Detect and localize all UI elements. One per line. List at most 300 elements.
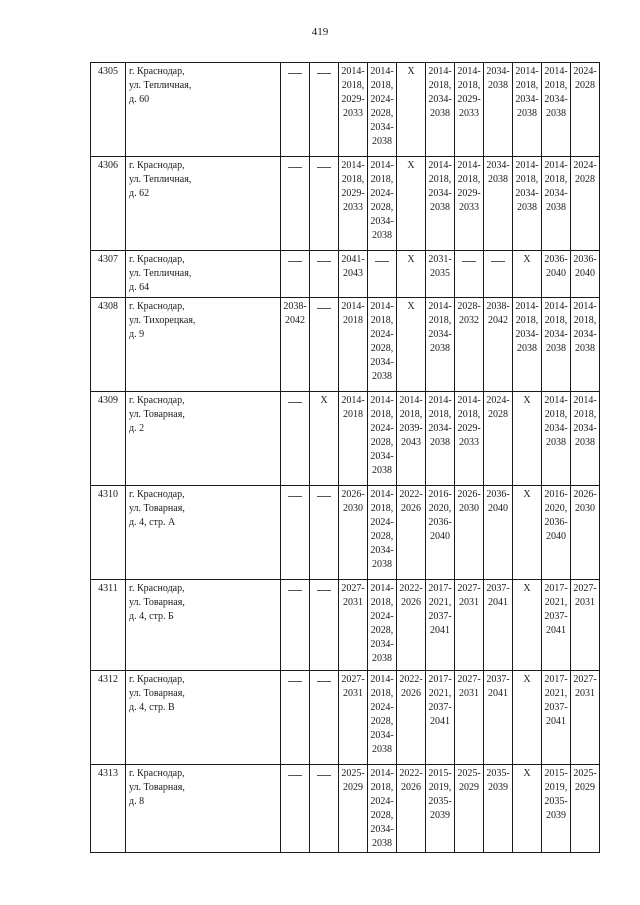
period-cell [484, 63, 513, 157]
row-number: 4313 [91, 765, 126, 853]
period-line: 2037- [486, 674, 510, 685]
not-applicable-cell [310, 765, 339, 853]
period-line: 2038 [546, 343, 566, 354]
period-line: 2024- [370, 702, 394, 713]
address-line: ул. Тихорецкая, [129, 315, 196, 326]
period-line: 2035 [430, 268, 450, 279]
dash-mark [288, 590, 302, 591]
period-cell [513, 157, 542, 251]
period-cell [484, 580, 513, 671]
period-line: 2041 [546, 625, 566, 636]
period-cell [571, 671, 600, 765]
period-line: 2038 [575, 343, 595, 354]
period-line: 2039 [430, 810, 450, 821]
period-line: 2034- [370, 545, 394, 556]
period-line: 2038 [430, 343, 450, 354]
period-line: 2036- [544, 517, 568, 528]
not-applicable-cell [281, 251, 310, 298]
period-line: 2038 [430, 437, 450, 448]
period-line: 2018, [544, 174, 568, 185]
period-cell [339, 392, 368, 486]
period-line: 2014- [457, 395, 481, 406]
period-line: 2014- [341, 395, 365, 406]
address-line: д. 4, стр. В [129, 702, 175, 713]
period-line: 2028 [488, 409, 508, 420]
address-line: ул. Товарная, [129, 688, 185, 699]
period-line: 2038 [372, 559, 392, 570]
period-line: 2033 [459, 108, 479, 119]
address-line: ул. Товарная, [129, 782, 185, 793]
period-line: 2026 [401, 597, 421, 608]
period-cell [368, 298, 397, 392]
not-applicable-cell [310, 251, 339, 298]
not-applicable-cell [310, 298, 339, 392]
period-line: 2034- [428, 94, 452, 105]
period-line: 2039 [546, 810, 566, 821]
period-line: 2014- [370, 583, 394, 594]
period-cell [397, 671, 426, 765]
period-cell [426, 63, 455, 157]
period-line: 2043 [343, 268, 363, 279]
period-line: 2025- [341, 768, 365, 779]
period-line: 2014- [428, 395, 452, 406]
period-line: 2014- [544, 301, 568, 312]
period-line: 2029- [341, 188, 365, 199]
period-line: 2018, [457, 174, 481, 185]
not-applicable-cell [281, 580, 310, 671]
period-line: 2041 [488, 597, 508, 608]
period-line: 2034- [370, 451, 394, 462]
period-line: 2038 [546, 108, 566, 119]
period-line: 2014- [457, 160, 481, 171]
period-line: 2031 [343, 597, 363, 608]
dash-mark [288, 167, 302, 168]
table-row [91, 580, 600, 671]
period-line: 2014- [544, 160, 568, 171]
period-line: 2031 [343, 688, 363, 699]
period-line: 2039 [488, 782, 508, 793]
period-cell [426, 486, 455, 580]
period-line: 2017- [428, 674, 452, 685]
period-line: 2037- [486, 583, 510, 594]
period-line: 2018, [573, 315, 597, 326]
period-line: 2018, [428, 409, 452, 420]
period-line: 2014- [341, 160, 365, 171]
period-line: 2036- [486, 489, 510, 500]
period-line: 2014- [399, 395, 423, 406]
period-cell [368, 765, 397, 853]
excluded-cell: X [397, 298, 426, 392]
period-cell [571, 63, 600, 157]
period-cell [368, 580, 397, 671]
period-line: 2038 [372, 838, 392, 849]
period-line: 2031 [459, 688, 479, 699]
period-line: 2031 [575, 688, 595, 699]
period-line: 2018, [428, 174, 452, 185]
period-cell [426, 157, 455, 251]
dash-mark [317, 73, 331, 74]
period-cell [484, 157, 513, 251]
address-line: д. 9 [129, 329, 145, 340]
period-cell [542, 63, 571, 157]
period-line: 2027- [457, 583, 481, 594]
address-cell [126, 580, 281, 671]
period-line: 2040 [546, 531, 566, 542]
period-cell [455, 298, 484, 392]
period-cell [542, 157, 571, 251]
address-line: ул. Тепличная, [129, 80, 192, 91]
period-cell [484, 765, 513, 853]
period-line: 2018, [515, 315, 539, 326]
period-line: 2028- [457, 301, 481, 312]
not-applicable-cell [281, 392, 310, 486]
period-line: 2030 [459, 503, 479, 514]
period-line: 2022- [399, 489, 423, 500]
period-cell [426, 765, 455, 853]
period-line: 2015- [544, 768, 568, 779]
period-line: 2037- [544, 702, 568, 713]
table-row [91, 392, 600, 486]
period-line: 2028 [575, 80, 595, 91]
period-line: 2028, [370, 343, 394, 354]
period-line: 2033 [459, 202, 479, 213]
period-line: 2032 [459, 315, 479, 326]
period-cell [426, 580, 455, 671]
period-line: 2033 [343, 202, 363, 213]
period-line: 2038 [372, 136, 392, 147]
period-line: 2018, [544, 80, 568, 91]
period-line: 2028 [575, 174, 595, 185]
address-line: д. 4, стр. А [129, 517, 176, 528]
period-line: 2021, [544, 597, 568, 608]
not-applicable-cell [310, 157, 339, 251]
period-line: 2034- [370, 357, 394, 368]
period-line: 2021, [544, 688, 568, 699]
address-line: г. Краснодар, [129, 395, 185, 406]
row-number: 4307 [91, 251, 126, 298]
address-line: г. Краснодар, [129, 66, 185, 77]
period-cell [571, 298, 600, 392]
period-line: 2030 [575, 503, 595, 514]
address-line: ул. Тепличная, [129, 174, 192, 185]
period-line: 2024- [370, 517, 394, 528]
period-cell [571, 486, 600, 580]
period-line: 2038 [372, 371, 392, 382]
period-cell [484, 392, 513, 486]
period-line: 2017- [544, 674, 568, 685]
period-line: 2027- [341, 583, 365, 594]
period-line: 2018, [515, 174, 539, 185]
dash-mark [288, 496, 302, 497]
period-line: 2038 [372, 230, 392, 241]
period-line: 2034- [544, 329, 568, 340]
period-line: 2038 [372, 744, 392, 755]
period-line: 2026 [401, 782, 421, 793]
period-line: 2014- [544, 395, 568, 406]
period-cell [484, 298, 513, 392]
period-line: 2024- [370, 423, 394, 434]
period-line: 2028, [370, 716, 394, 727]
dash-mark [462, 261, 476, 262]
period-cell [339, 486, 368, 580]
period-line: 2042 [488, 315, 508, 326]
period-line: 2041 [488, 688, 508, 699]
not-applicable-cell [484, 251, 513, 298]
table-row [91, 765, 600, 853]
dash-mark [288, 73, 302, 74]
period-cell [426, 392, 455, 486]
dash-mark [317, 167, 331, 168]
dash-mark [288, 775, 302, 776]
period-line: 2036- [428, 517, 452, 528]
address-line: д. 60 [129, 94, 150, 105]
period-cell [542, 671, 571, 765]
address-line: г. Краснодар, [129, 301, 185, 312]
address-line: ул. Тепличная, [129, 268, 192, 279]
period-cell [542, 580, 571, 671]
not-applicable-cell [281, 671, 310, 765]
period-line: 2016- [428, 489, 452, 500]
period-line: 2034- [370, 216, 394, 227]
table-row [91, 486, 600, 580]
period-line: 2034- [573, 329, 597, 340]
period-line: 2028, [370, 437, 394, 448]
period-line: 2038 [546, 202, 566, 213]
period-line: 2014- [341, 301, 365, 312]
address-cell [126, 671, 281, 765]
period-line: 2038 [372, 653, 392, 664]
period-line: 2041- [341, 254, 365, 265]
period-line: 2018, [370, 597, 394, 608]
period-line: 2015- [428, 768, 452, 779]
period-line: 2024- [573, 160, 597, 171]
period-cell [339, 157, 368, 251]
period-line: 2014- [370, 301, 394, 312]
period-cell [571, 765, 600, 853]
period-line: 2043 [401, 437, 421, 448]
period-line: 2038- [283, 301, 307, 312]
period-line: 2014- [370, 66, 394, 77]
period-line: 2018, [370, 174, 394, 185]
period-line: 2018, [399, 409, 423, 420]
excluded-cell: X [513, 671, 542, 765]
period-cell [339, 580, 368, 671]
period-line: 2034- [428, 329, 452, 340]
period-cell [513, 298, 542, 392]
period-cell [513, 63, 542, 157]
period-line: 2024- [573, 66, 597, 77]
period-line: 2018, [341, 174, 365, 185]
excluded-cell: X [397, 157, 426, 251]
excluded-cell: X [513, 392, 542, 486]
period-line: 2014- [515, 66, 539, 77]
period-line: 2017- [428, 583, 452, 594]
period-line: 2014- [370, 395, 394, 406]
period-line: 2033 [343, 108, 363, 119]
period-line: 2024- [370, 94, 394, 105]
period-cell [426, 251, 455, 298]
period-cell [426, 298, 455, 392]
period-cell [542, 251, 571, 298]
dash-mark [317, 308, 331, 309]
not-applicable-cell [310, 580, 339, 671]
period-line: 2040 [575, 268, 595, 279]
period-cell [368, 486, 397, 580]
period-line: 2020, [428, 503, 452, 514]
period-cell [368, 671, 397, 765]
period-cell [397, 765, 426, 853]
address-line: д. 8 [129, 796, 145, 807]
period-cell [368, 392, 397, 486]
period-line: 2027- [573, 583, 597, 594]
period-line: 2038 [430, 108, 450, 119]
period-line: 2018, [515, 80, 539, 91]
period-line: 2028, [370, 625, 394, 636]
excluded-cell: X [513, 580, 542, 671]
period-cell [368, 157, 397, 251]
dash-mark [317, 261, 331, 262]
dash-mark [317, 496, 331, 497]
period-line: 2019, [428, 782, 452, 793]
period-line: 2018, [544, 315, 568, 326]
period-line: 2018, [370, 80, 394, 91]
excluded-cell: X [513, 251, 542, 298]
not-applicable-cell [281, 486, 310, 580]
period-line: 2041 [546, 716, 566, 727]
period-cell [571, 157, 600, 251]
dash-mark [317, 775, 331, 776]
period-line: 2018, [544, 409, 568, 420]
period-cell [455, 765, 484, 853]
period-line: 2027- [457, 674, 481, 685]
period-line: 2038 [430, 202, 450, 213]
row-number: 4305 [91, 63, 126, 157]
period-line: 2029- [457, 423, 481, 434]
period-line: 2014- [573, 301, 597, 312]
row-number: 4311 [91, 580, 126, 671]
period-line: 2040 [488, 503, 508, 514]
period-cell [426, 671, 455, 765]
period-line: 2018, [457, 409, 481, 420]
page-number: 419 [311, 26, 329, 38]
period-line: 2014- [370, 160, 394, 171]
period-line: 2029- [341, 94, 365, 105]
period-line: 2024- [486, 395, 510, 406]
period-line: 2018 [343, 409, 363, 420]
period-line: 2018, [370, 503, 394, 514]
period-line: 2040 [430, 531, 450, 542]
period-cell [542, 298, 571, 392]
excluded-cell: X [513, 765, 542, 853]
excluded-cell: X [513, 486, 542, 580]
address-cell [126, 392, 281, 486]
period-cell [571, 251, 600, 298]
period-cell [339, 298, 368, 392]
period-line: 2034- [486, 160, 510, 171]
period-line: 2034- [515, 94, 539, 105]
period-line: 2038 [517, 202, 537, 213]
period-cell [542, 392, 571, 486]
address-line: ул. Товарная, [129, 503, 185, 514]
not-applicable-cell [368, 251, 397, 298]
period-line: 2034- [428, 188, 452, 199]
period-line: 2038 [546, 437, 566, 448]
period-line: 2018, [428, 315, 452, 326]
row-number: 4308 [91, 298, 126, 392]
period-cell [339, 765, 368, 853]
period-cell [339, 251, 368, 298]
period-cell [484, 486, 513, 580]
period-line: 2014- [341, 66, 365, 77]
period-line: 2014- [544, 66, 568, 77]
address-line: г. Краснодар, [129, 489, 185, 500]
period-line: 2029 [575, 782, 595, 793]
period-cell [397, 580, 426, 671]
row-number: 4312 [91, 671, 126, 765]
period-cell [455, 580, 484, 671]
dash-mark [288, 402, 302, 403]
period-cell [571, 392, 600, 486]
excluded-cell: X [397, 251, 426, 298]
period-line: 2035- [428, 796, 452, 807]
period-cell [455, 486, 484, 580]
period-line: 2018, [428, 80, 452, 91]
period-line: 2014- [428, 66, 452, 77]
repair-schedule-table [90, 62, 600, 853]
address-line: г. Краснодар, [129, 674, 185, 685]
address-cell [126, 298, 281, 392]
period-line: 2039- [399, 423, 423, 434]
excluded-cell: X [397, 63, 426, 157]
period-line: 2018, [370, 315, 394, 326]
period-line: 2034- [573, 423, 597, 434]
period-line: 2034- [515, 329, 539, 340]
period-cell [542, 765, 571, 853]
period-line: 2035- [486, 768, 510, 779]
period-line: 2036- [573, 254, 597, 265]
period-line: 2026 [401, 688, 421, 699]
period-line: 2014- [457, 66, 481, 77]
period-cell [484, 671, 513, 765]
address-line: г. Краснодар, [129, 160, 185, 171]
period-line: 2028, [370, 202, 394, 213]
period-line: 2026- [457, 489, 481, 500]
period-line: 2014- [573, 395, 597, 406]
period-line: 2026- [341, 489, 365, 500]
period-line: 2014- [428, 301, 452, 312]
period-line: 2017- [544, 583, 568, 594]
not-applicable-cell [455, 251, 484, 298]
period-line: 2030 [343, 503, 363, 514]
period-line: 2014- [515, 160, 539, 171]
period-line: 2041 [430, 716, 450, 727]
period-line: 2022- [399, 768, 423, 779]
address-line: г. Краснодар, [129, 254, 185, 265]
address-cell [126, 157, 281, 251]
period-line: 2033 [459, 437, 479, 448]
period-line: 2038 [517, 343, 537, 354]
dash-mark [491, 261, 505, 262]
address-line: д. 64 [129, 282, 150, 293]
period-line: 2014- [370, 489, 394, 500]
excluded-cell: X [310, 392, 339, 486]
period-line: 2031- [428, 254, 452, 265]
period-line: 2018, [457, 80, 481, 91]
period-line: 2029 [459, 782, 479, 793]
address-line: д. 4, стр. Б [129, 611, 174, 622]
period-line: 2038 [372, 465, 392, 476]
not-applicable-cell [310, 63, 339, 157]
